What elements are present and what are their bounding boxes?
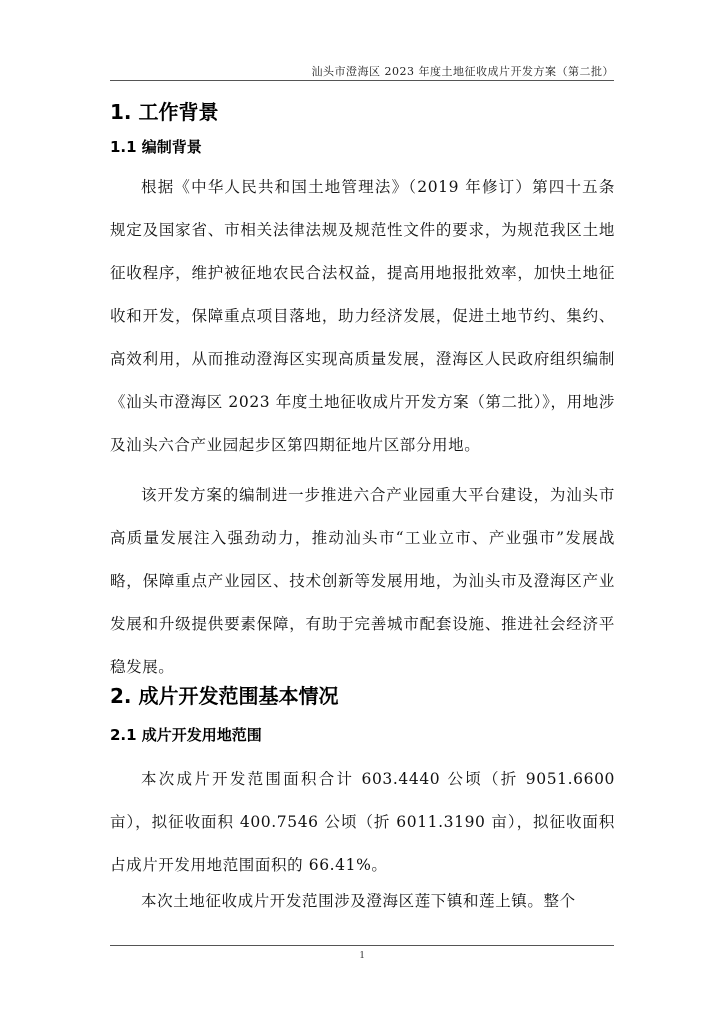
section-2-heading: 2. 成片开发范围基本情况 (110, 684, 339, 708)
section-2-1-heading: 2.1 成片开发用地范围 (110, 726, 262, 744)
paragraph-scope-2: 本次土地征收成片开发范围涉及澄海区莲下镇和莲上镇。整个 (141, 892, 576, 910)
paragraph-scope-1: 本次成片开发范围面积合计 603.4440 公顷（折 9051.6600 亩），拟征收面积 400.7546 公顷（折 6011.3190 亩），拟征收面积占成片开发用地范围面积的 66.41%。 (110, 770, 615, 874)
paragraph-background-2: 该开发方案的编制进一步推进六合产业园重大平台建设，为汕头市高质量发展注入强劲动力，推动汕头市“工业立市、产业强市”发展战略，保障重点产业园区、技术创新等发展用地，为汕头市及澄海区产业发展和升级提供要素保障，有助于完善城市配套设施、推进社会经济平稳发展。 (110, 486, 615, 676)
running-header: 汕头市澄海区 2023 年度土地征收成片开发方案（第二批） (311, 65, 614, 78)
footer-rule (110, 945, 614, 946)
paragraph-background-1: 根据《中华人民共和国土地管理法》（2019 年修订）第四十五条规定及国家省、市相关法律法规及规范性文件的要求，为规范我区土地征收程序，维护被征地农民合法权益，提高用地报批效率，加快土地征收和开发，保障重点项目落地，助力经济发展，促进土地节约、集约、高效利用，从而推动澄海区实现高质量发展，澄海区人民政府组织编制《汕头市澄海区 2023 年度土地征收成片开发方案（第二批）》，用地涉及汕头六合产业园起步区第四期征地片区部分用地。 (110, 178, 615, 454)
header-rule (110, 80, 614, 81)
page-number: 1 (359, 950, 365, 961)
section-1-heading: 1. 工作背景 (110, 100, 219, 124)
section-1-1-heading: 1.1 编制背景 (110, 138, 202, 156)
